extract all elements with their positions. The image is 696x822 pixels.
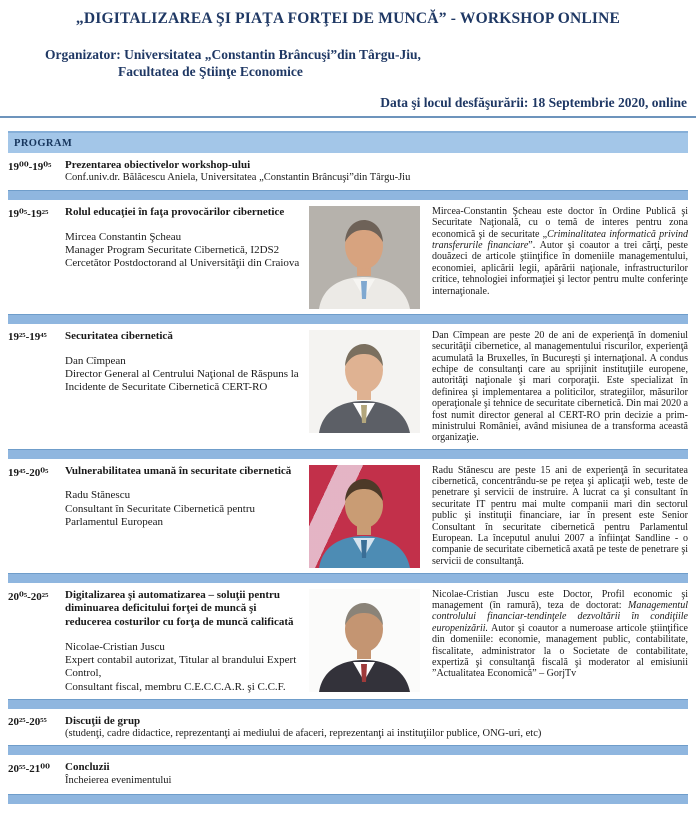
portrait-photo	[309, 206, 420, 309]
bio-text: Radu Stănescu are peste 15 ani de experienţă în securitatea cibernetică, concentrându-se pe reţea şi aplicaţii web, teste de penetrare şi servicii de instruire. A lucrat ca şi consultant în securitate IT pentru mai multe companii mari din sectorul public şi instituţii financiare, iar în present este Senior Consultant în securitate cibernetică pentru Parlamentul European. La începutul anului 2007 a înfiinţat Sandline - o companie de securitate cibernetică axată pe teste de penetrare şi servicii de consultanţă.	[432, 464, 688, 567]
section-separator	[8, 314, 688, 324]
portrait-photo	[309, 465, 420, 568]
session-title: Discuţii de grup	[65, 714, 141, 727]
session-details	[65, 206, 309, 309]
speaker-role: Expert contabil autorizat, Titular al brandului Expert	[65, 654, 297, 667]
photo-column	[309, 206, 425, 309]
speaker-role: Consultant fiscal, membru C.E.C.C.A.R. şi C.C.F.	[65, 680, 286, 693]
session-time: 19⁰⁵-19²⁵	[8, 207, 49, 220]
person-silhouette-icon	[309, 330, 420, 433]
section-separator	[8, 573, 688, 583]
speaker-block	[65, 489, 305, 529]
program-header-bar	[8, 131, 688, 153]
session-title: Rolul educaţiei în faţa provocărilor cibernetice	[65, 205, 285, 218]
bio-text: Nicolae-Cristian Juscu este Doctor, Profil economic şi management (în ramură), teza de doctorat:	[432, 588, 688, 612]
section-separator	[8, 190, 688, 200]
session-title: Concluzii	[65, 761, 110, 774]
organizer-line-1: Organizator: Universitatea „Constantin Brâncuşi”din Târgu-Jiu,	[45, 47, 421, 62]
program-label: PROGRAM	[14, 137, 73, 149]
session-details	[65, 465, 309, 568]
section-separator	[8, 745, 688, 755]
speaker-role: Director General al Centrului Naţional de Răspuns la	[65, 367, 299, 380]
speaker-block	[65, 231, 305, 271]
speaker-block	[65, 355, 305, 395]
speaker-role: Control,	[65, 667, 102, 680]
session-details	[65, 761, 688, 787]
speaker-role: Cercetător Postdoctorand al Universităţii din Craiova	[65, 256, 300, 269]
bio-text: Dan Cîmpean are peste 20 de ani de experienţă în domeniul securităţii cibernetice, al managementului riscurilor, experienţă acumulată la Bruxelles, în Bucureşti şi internaţional. A condus echipe de consultanţi care au sprijinit instituţiile europene, autorităţi naţionale şi mari corporaţii. Este specializat în definirea şi implementarea a politicilor, strategiilor, măsurilor operaţionale şi tehnice de securitate cibernetică. Din mai 2020 a fost numit director general al CERT-RO prin decizie a prim-ministrului României, având misiunea de a transforma această organizaţie.	[432, 329, 689, 444]
person-silhouette-icon	[309, 465, 420, 568]
organizer-line-2: Facultatea de Ştiinţe Economice	[118, 64, 303, 79]
person-silhouette-icon	[309, 206, 420, 309]
session-title: Securitatea cibernetică	[65, 329, 173, 342]
session-time: 19²⁵-19⁴⁵	[8, 330, 47, 343]
session-time: 20⁵⁵-21⁰⁰	[8, 763, 50, 776]
session-row-human-vulnerability	[0, 459, 696, 573]
session-title: Prezentarea obiectivelor workshop-ului	[65, 159, 251, 171]
person-silhouette-icon	[309, 589, 420, 692]
session-note: Încheierea evenimentului	[65, 774, 172, 786]
session-time: 19⁴⁵-20⁰⁵	[8, 466, 49, 479]
session-details	[65, 330, 309, 444]
bio-text-italic: Criminalitatea informatică privind transferurile financiare	[432, 228, 688, 251]
speaker-role: Consultant în Securitate Cibernetică pentru	[65, 502, 256, 515]
photo-column	[309, 330, 425, 444]
speaker-name: Dan Cîmpean	[65, 354, 126, 367]
photo-column	[309, 589, 425, 694]
speaker-bio	[425, 206, 688, 309]
session-speaker: Conf.univ.dr. Bălăcescu Aniela, Universitatea „Constantin Brâncuşi”din Târgu-Jiu	[65, 172, 411, 184]
session-details	[65, 159, 688, 185]
bio-text: Autor şi coautor a numeroase articole ştiinţifice din domeniile: economie, management public, contabilitate, fiscalitate, administrator la o Societate de contabilitate, expertiză şi consultanţă fiscală şi moderator al emisiunii ”Actualitatea Economică” – GorjTv	[432, 622, 688, 680]
speaker-name: Radu Stănescu	[65, 489, 131, 502]
header-divider	[0, 116, 696, 118]
speaker-name: Nicolae-Cristian Juscu	[65, 640, 165, 653]
speaker-role: Manager Program Securitate Cibernetică, I2DS2	[65, 243, 280, 256]
photo-column	[309, 465, 425, 568]
session-title: Digitalizarea şi automatizarea – soluţii pentru diminuarea deficitului forţei de muncă şi reducerea costurilor cu forţa de muncă calificată	[65, 588, 294, 629]
speaker-bio	[425, 330, 688, 444]
speaker-name: Mircea Constantin Şcheau	[65, 230, 182, 243]
session-row-digitalization	[0, 583, 696, 699]
session-details	[65, 715, 688, 741]
portrait-photo	[309, 330, 420, 433]
bio-text: ”. Autor şi coautor a trei cărţi, peste douăzeci de articole ştiinţifice în domeniile managementului, economiei, aplicării legii, apărării naţionale, infrastructurilor critice, tehnologiei informaţiei şi lector pentru multe conferinţe internaţionale.	[432, 239, 688, 297]
speaker-role: Parlamentul European	[65, 515, 164, 528]
session-time: 19⁰⁰-19⁰⁵	[8, 161, 52, 173]
speaker-role: Incidente de Securitate Cibernetică CERT-RO	[65, 380, 268, 393]
page-title: „DIGITALIZAREA ŞI PIAŢA FORŢEI DE MUNCĂ” - WORKSHOP ONLINE	[75, 10, 621, 27]
session-time: 20²⁵-20⁵⁵	[8, 715, 47, 728]
speaker-bio	[425, 589, 688, 694]
section-separator	[8, 449, 688, 459]
event-date: Data şi locul desfăşurării: 18 Septembrie 2020, online	[380, 95, 687, 110]
section-separator	[8, 699, 688, 709]
speaker-block	[65, 641, 305, 694]
session-row-cybersecurity	[0, 324, 696, 449]
bio-text-italic: Managementul controlului financiar-tendinţele dezvoltării în condiţiile europenizării.	[432, 600, 688, 634]
session-time: 20⁰⁵-20²⁵	[8, 590, 49, 603]
portrait-photo	[309, 589, 420, 692]
session-row-conclusions	[0, 755, 696, 792]
speaker-bio	[425, 465, 688, 568]
session-title: Vulnerabilitatea umană în securitate cibernetică	[65, 464, 292, 477]
bio-text: Mircea-Constantin Şcheau este doctor în Ordine Publică şi Securitate Naţională, cu o temă de interes pentru zona economică şi de securitate „	[432, 205, 688, 240]
session-details	[65, 589, 309, 694]
section-separator	[8, 794, 688, 804]
session-row-group-discussions	[0, 709, 696, 746]
session-note: (studenţi, cadre didactice, reprezentanţi ai mediului de afaceri, reprezentanţi ai instituţiilor publice, ONG-uri, etc)	[65, 727, 542, 739]
session-row-education	[0, 200, 696, 314]
session-row-opening	[0, 153, 696, 190]
